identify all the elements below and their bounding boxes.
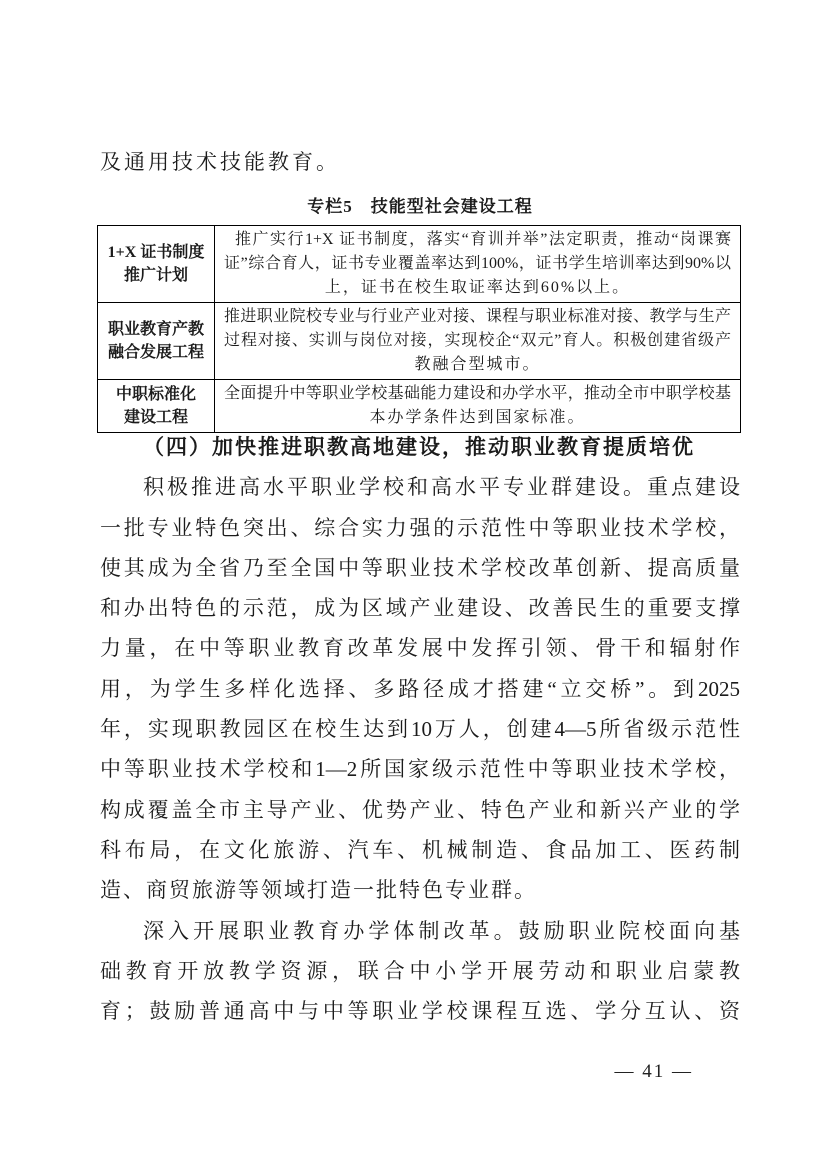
- paragraph-line: 深入开展职业教育办学体制改革。鼓励职业院校面向基: [143, 918, 740, 943]
- label-line: 1+X 证书制度: [107, 244, 205, 261]
- panel-row: [98, 226, 741, 303]
- paragraph-line: 和办出特色的示范，成为区域产业建设、改善民生的重要支撑: [100, 596, 740, 621]
- label-line: 融合发展工程: [107, 344, 204, 361]
- label-line: 职业教育产教: [107, 321, 204, 338]
- paragraph-line: 用，为学生多样化选择、多路径成才搭建“立交桥”。到2025: [100, 676, 740, 701]
- panel-row-label: [98, 380, 215, 433]
- panel-row-label: [98, 226, 215, 303]
- panel-title: 专栏5 技能型社会建设工程: [307, 197, 533, 216]
- label-line: 中职标准化: [115, 386, 196, 403]
- intro-paragraph-line: 及通用技术技能教育。: [100, 150, 340, 174]
- paragraph-line: 年，实现职教园区在校生达到10万人，创建4—5所省级示范性: [100, 717, 740, 742]
- label-line: 建设工程: [123, 409, 188, 426]
- paragraph-line: 力量，在中等职业教育改革发展中发挥引领、骨干和辐射作: [100, 636, 740, 661]
- content-line: 证”综合育人，证书专业覆盖率达到100%，证书学生培训率达到90%以: [224, 255, 731, 272]
- label-line: 推广计划: [123, 267, 188, 284]
- panel-row-content: [215, 226, 741, 303]
- panel-row-label: [98, 303, 215, 380]
- paragraph-line: 础教育开放教学资源，联合中小学开展劳动和职业启蒙教: [100, 958, 740, 983]
- panel-row-content: [215, 380, 741, 433]
- section-paragraphs: [100, 467, 740, 1031]
- panel-row: [98, 380, 741, 433]
- content-line: 推进职业院校专业与行业产业对接、课程与职业标准对接、教学与生产: [224, 308, 731, 325]
- section-block: [100, 427, 740, 1031]
- paragraph-line: 育；鼓励普通高中与中等职业学校课程互选、学分互认、资: [100, 999, 740, 1024]
- content-line: 教融合型城市。: [414, 356, 541, 373]
- content-line: 推广实行1+X 证书制度，落实“育训并举”法定职责，推动“岗课赛: [235, 231, 731, 248]
- panel-table-body: [98, 226, 741, 433]
- paragraph-line: 积极推进高水平职业学校和高水平专业群建设。重点建设: [143, 475, 740, 500]
- content-line: 全面提升中等职业学校基础能力建设和办学水平，推动全市中职学校基: [224, 385, 731, 402]
- page-number: — 41 —: [614, 1061, 693, 1082]
- paragraph-line: 造、商贸旅游等领域打造一批特色专业群。: [100, 878, 537, 903]
- content-line: 上，证书在校生取证率达到60%以上。: [324, 279, 631, 296]
- content-line: 过程对接、实训与岗位对接，实现校企“双元”育人。积极创建省级产: [224, 332, 731, 349]
- panel-row: [98, 303, 741, 380]
- paragraph-line: 科布局，在文化旅游、汽车、机械制造、食品加工、医药制: [100, 837, 740, 862]
- paragraph-line: 一批专业特色突出、综合实力强的示范性中等职业技术学校，: [100, 515, 740, 540]
- panel-table: [97, 225, 741, 433]
- content-line: 本办学条件达到国家标准。: [369, 409, 586, 426]
- panel-row-content: [215, 303, 741, 380]
- paragraph-line: 构成覆盖全市主导产业、优势产业、特色产业和新兴产业的学: [100, 797, 740, 822]
- paragraph-line: 使其成为全省乃至全国中等职业技术学校改革创新、提高质量: [100, 555, 740, 580]
- paragraph-line: 中等职业技术学校和1—2所国家级示范性中等职业技术学校，: [100, 757, 740, 782]
- section-heading: （四）加快推进职教高地建设，推动职业教育提质培优: [143, 435, 695, 459]
